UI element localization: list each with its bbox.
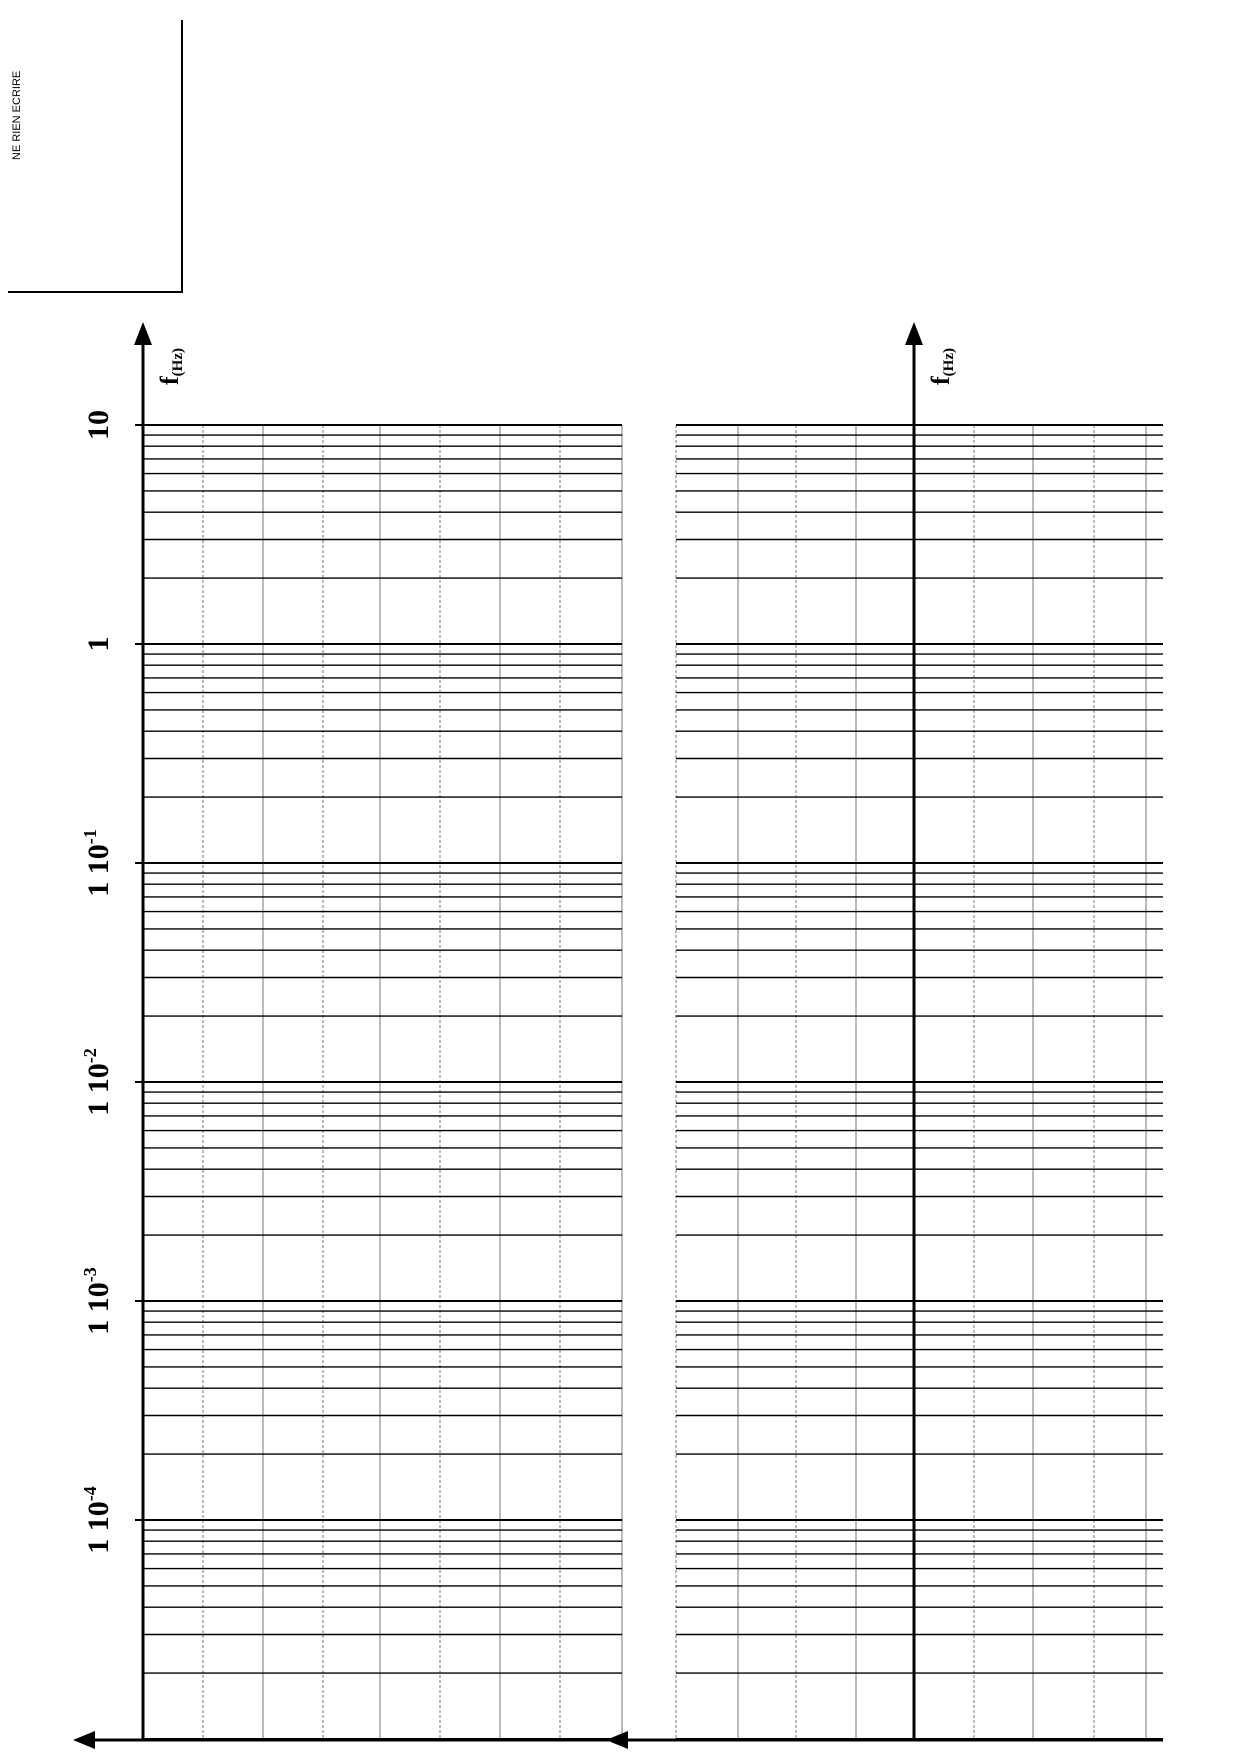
left-axis-title-symbol: f [155,376,184,385]
left-y-axis-arrow [134,322,152,345]
y-tick-label [82,410,115,440]
right-grid [676,425,1163,1740]
left-axis-title [155,348,186,385]
y-tick-label [80,1048,115,1116]
y-tick-label-exponent: -2 [80,1048,100,1064]
y-tick-label-base: 1 10 [82,1282,115,1335]
y-tick-label-base: 1 [82,636,115,652]
y-tick-label-exponent: -3 [80,1267,100,1283]
y-tick-label [80,1267,115,1335]
y-tick-label-exponent: -4 [80,1486,100,1502]
y-tick-label-base: 10 [82,410,115,440]
y-tick-label-base: 1 10 [82,1501,115,1554]
right-frequency-axis [606,322,1163,1749]
right-y-axis-arrow [905,322,923,345]
right-axis-title-unit: (Hz) [941,348,957,377]
left-axis-title-unit: (Hz) [170,348,186,377]
chart-left [73,322,622,1749]
right-axis-title [926,348,957,385]
margin-box [8,20,182,293]
y-tick-label [80,1486,115,1554]
y-tick-label [82,637,115,652]
margin-note: NE RIEN ECRIRE [11,70,23,160]
left-grid [143,425,622,1740]
y-tick-label [80,829,115,897]
left-tick-labels [80,410,143,1554]
y-tick-label-base: 1 10 [82,1063,115,1116]
left-frequency-axis [73,322,622,1749]
right-x-axis-arrow [606,1731,628,1749]
y-tick-label-base: 1 10 [82,844,115,897]
y-tick-label-exponent: -1 [80,829,100,845]
right-axis-title-symbol: f [926,376,955,385]
chart-right [606,322,1163,1749]
left-x-axis-arrow [73,1731,95,1749]
